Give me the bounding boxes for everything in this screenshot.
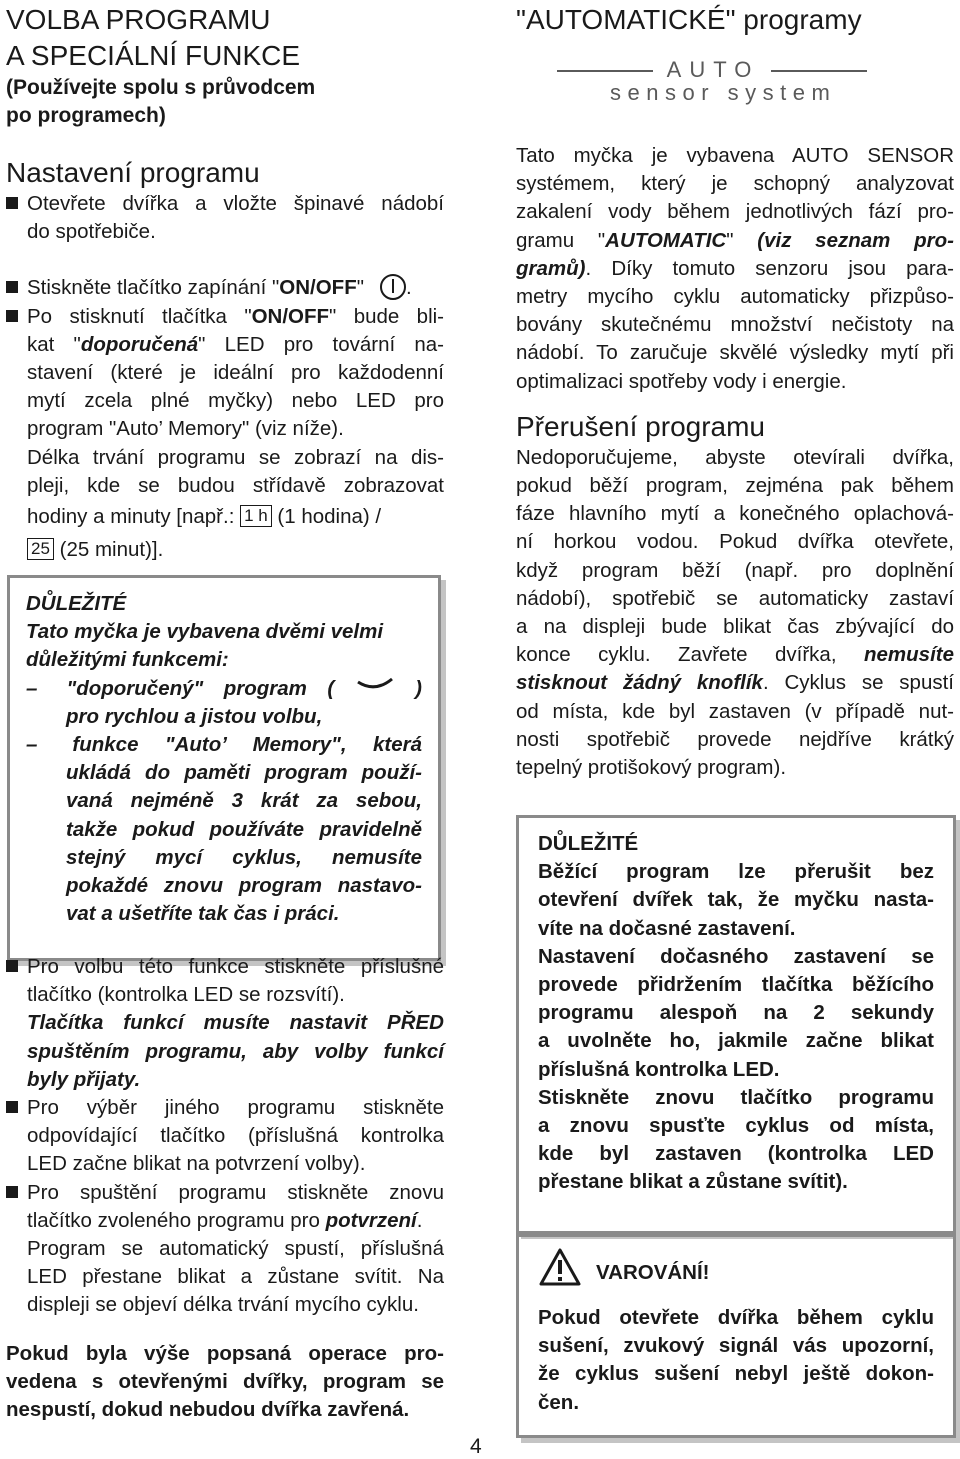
paragraph-line: Délka trvání programu se zobrazí na dis- [27,445,444,469]
bullet-icon [6,310,18,322]
paragraph-line: když program běží (např. pro doplnění [516,558,954,582]
paragraph-line: hodiny a minuty [např.: 1 h (1 hodina) / [27,505,382,529]
box-line: provede přidržením tlačítka běžícího [538,973,934,997]
paragraph-line: tlačítko zvoleného programu pro potvrzení. [27,1208,423,1232]
box-line: – funkce "Auto’ Memory", která [26,733,422,757]
important-box-pause [516,815,956,1234]
right-column [516,0,954,38]
warning-title-row [538,1247,934,1296]
bullet-icon [6,281,18,293]
paragraph-line: spuštěním programu, aby volby funkcí [27,1039,444,1063]
paragraph-line: a na displeji bude blikat čas zbývající do [516,615,954,639]
heading-program-setting: Nastavení programu [6,157,260,188]
box-line: víte na dočasné zastavení. [538,916,796,940]
paragraph-line: bovány skutečnému množství nečistoty na [516,313,954,337]
box-line: Pokud otevřete dvířka během cyklu [538,1306,934,1329]
step-after-onoff: Po stisknutí tlačítka "ON/OFF" bude bli- [6,303,444,331]
bullet-icon [6,1186,18,1198]
paragraph-line: Program se automatický spustí, příslušná [27,1237,444,1261]
bullet-icon [6,1101,18,1113]
note-closed-door: vedena s otevřenými dvířky, program se [6,1369,444,1393]
right-column-body [516,142,954,782]
note-closed-door: nespustí, dokud nebudou dvířka zavřená. [6,1398,410,1422]
box-line: Stiskněte znovu tlačítko programu [538,1085,934,1109]
box-title: DŮLEŽITÉ [538,832,639,855]
paragraph-line: displeji se objeví délka trvání mycího cyklu. [27,1293,419,1317]
paragraph-line: Tlačítka funkcí musíte nastavit PŘED [27,1011,444,1035]
box-line: že cyklus sušení nebyl ještě dokon- [538,1362,934,1386]
box-line: a znovu spusťte cyklus od místa, [538,1114,934,1138]
paragraph-line: nádobí), spotřebič se automaticky zastaví [516,586,954,610]
paragraph-line: konce cyklu. Zavřete dvířka, nemusíte [516,643,954,667]
auto-sensor-logo [557,58,877,108]
paragraph-line: tepelný protišokový program). [516,756,787,780]
logo-line-right [771,70,867,72]
box-line: příslušná kontrolka LED. [538,1057,780,1081]
step-open-door-cont: do spotřebiče. [27,220,156,244]
section-title-line2: A SPECIÁLNÍ FUNKCE [6,40,301,71]
paragraph-line: stavení (které je ideální pro každodenní [27,361,444,385]
paragraph-line: 25 (25 minut)]. [6,534,444,566]
step-press-onoff: Stiskněte tlačítko zapínání "ON/OFF" . [6,274,444,302]
paragraph-line: mytí zcela plné myčky) nebo LED pro [27,389,444,413]
box-line: stejný mycí cyklus, nemusíte [66,845,422,869]
bullet-icon [6,960,18,972]
box-line: Běžící program lze přerušit bez [538,860,934,884]
paragraph-line: stisknout žádný knoflík. Cyklus se spustí [516,671,955,695]
section-subtitle-line2: po programech) [6,104,166,127]
paragraph-line: program "Auto’ Memory" (viz níže). [27,417,344,441]
paragraph-line: od místa, kde byl zastaven (v případě nut- [516,699,954,723]
box-title: DŮLEŽITÉ [26,592,127,615]
note-closed-door: Pokud byla výše popsaná operace pro- [6,1341,444,1365]
auto-programs-title: "AUTOMATICKÉ" programy [516,4,862,35]
paragraph-line: byly přijaty. [27,1067,141,1091]
box-line: přestane blikat a zůstane svítit). [538,1170,848,1194]
paragraph-line: zakalení vody během jednotlivých fází pro- [516,200,954,224]
paragraph-line: nádobí. To zaručuje skvělé výsledky mytí při [516,341,954,365]
paragraph-line: metry mycího cyklu automaticky přizpůso- [516,285,954,309]
warning-triangle-icon [538,1247,582,1287]
box-line: programu alespoň na 2 sekundy [538,1001,934,1025]
left-column-lower [6,953,444,1424]
important-box-functions [7,575,441,961]
section-subtitle: (Používejte spolu s průvodcem [6,76,316,99]
warning-box [516,1234,956,1438]
paragraph-line: pleji, kde se budou střídavě zobrazovat [27,473,444,497]
box-line: ukládá do paměti program použí- [66,761,422,785]
box-line: Nastavení dočasného zastavení se [538,944,934,968]
bullet-icon [6,197,18,209]
box-line: důležitými funkcemi: [26,648,229,672]
paragraph-line: optimalizaci spotřeby vody i energie. [516,369,847,393]
display-readout-hours: 1 h [240,505,272,527]
box-line: a uvolněte ho, jakmile začne blikat [538,1029,934,1053]
box-line: pro rychlou a jistou volbu, [66,704,323,728]
paragraph-line: LED začne blikat na potvrzení volby). [27,1152,366,1176]
paragraph-line: ní horkou vodou. Pokud dvířka otevřete, [516,530,954,554]
step-other-program: Pro výběr jiného programu stiskněte [6,1094,444,1122]
box-line: Tato myčka je vybavena dvěmi velmi [26,620,384,644]
heading-interrupt-program: Přerušení programu [516,410,766,442]
box-line: kde byl zastaven (kontrolka LED [538,1142,934,1166]
logo-sensor-text: sensor system [610,80,837,105]
logo-auto-text: AUTO [666,57,760,82]
paragraph-line: tlačítko (kontrolka LED se rozsvítí). [27,983,345,1007]
paragraph-line: fáze hlavního mytí a konečného oplachová- [516,502,954,526]
paragraph-line: odpovídající tlačítko (příslušná kontrolka [27,1124,444,1148]
recommended-program-icon [355,677,395,695]
box-line: pokaždé znovu program nastavo- [66,874,422,898]
paragraph-line: systémem, který je schopný analyzovat [516,172,954,196]
box-line: otevření dvířek tak, že myčku nasta- [538,888,934,912]
paragraph-line: Nedoporučujeme, abyste otevírali dvířka, [516,445,954,469]
step-open-door: Otevřete dvířka a vložte špinavé nádobí [6,190,444,218]
section-title: VOLBA PROGRAMU [6,4,271,35]
power-icon [380,274,406,300]
box-line: vat a ušetříte tak čas i práci. [66,902,340,926]
paragraph-line: kat "doporučená" LED pro tovární na- [27,332,444,356]
page-number: 4 [470,1435,482,1458]
display-readout-minutes: 25 [27,538,54,560]
left-column [6,0,444,566]
paragraph-line: nosti spotřebič provede nejdříve krátký [516,727,954,751]
paragraph-line: Tato myčka je vybavena AUTO SENSOR [516,144,954,167]
paragraph-line: gramu "AUTOMATIC" (viz seznam pro- [516,228,954,252]
paragraph-line: pokud běží program, zejména pak během [516,474,954,498]
paragraph-line: gramů). Díky tomuto senzoru jsou para- [516,256,954,280]
box-line: sušení, zvukový signál vás upozorní, [538,1334,934,1358]
box-line: takže pokud používáte pravidelně [66,817,422,841]
box-line: čen. [538,1390,580,1414]
step-start-program: Pro spuštění programu stiskněte znovu [6,1179,444,1207]
warning-title: VAROVÁNÍ! [596,1261,710,1284]
box-line: – "doporučený" program ( ) [26,676,422,700]
logo-line-left [557,70,653,72]
step-function-select: Pro volbu této funkce stiskněte příslušné [6,953,444,981]
box-line: vaná nejméně 3 krát za sebou, [66,789,422,813]
paragraph-line: LED přestane blikat a zůstane svítit. Na [27,1265,444,1289]
